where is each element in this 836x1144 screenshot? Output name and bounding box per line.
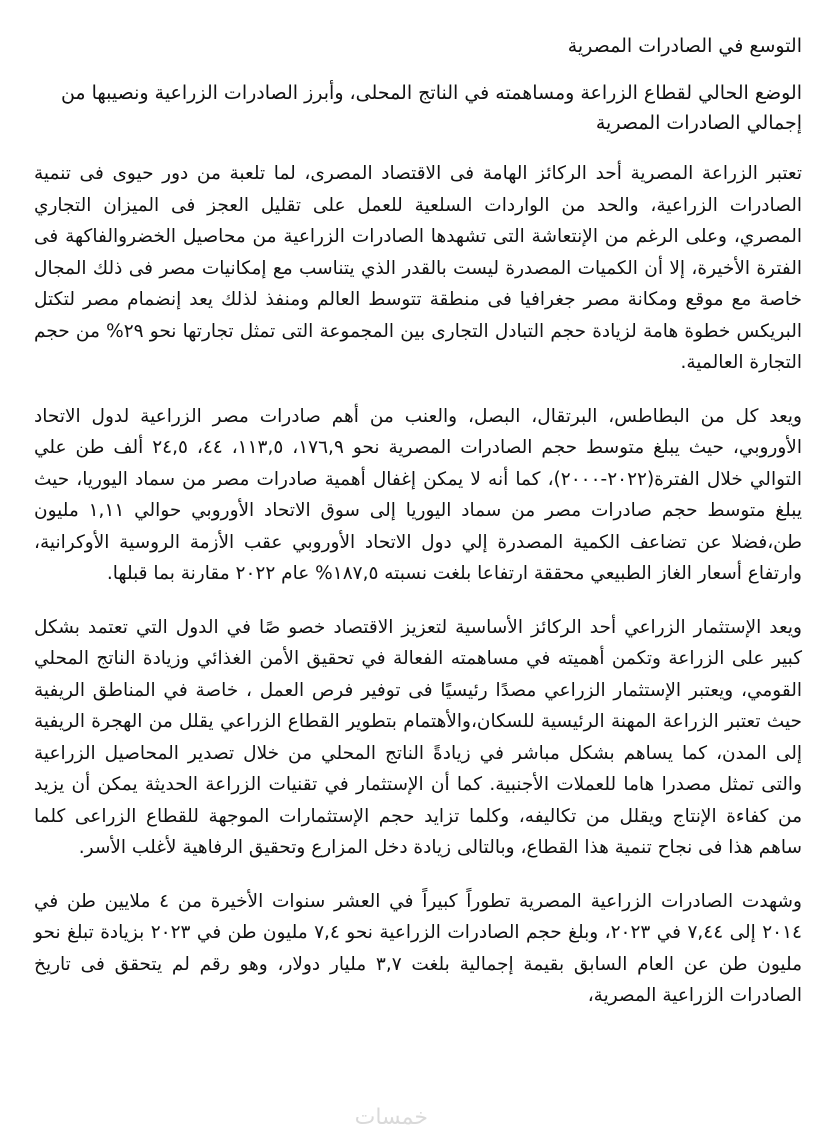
document-subtitle: الوضع الحالي لقطاع الزراعة ومساهمته في الناتج المحلى، وأبرز الصادرات الزراعية ونصيبها من إجمالي الصادرات المصرية (60, 82, 802, 134)
document-page (34, 30, 802, 1034)
paragraph-eu-exports: ويعد كل من البطاطس، البرتقال، البصل، والعنب من أهم صادرات مصر الزراعية لدول الاتحاد الأوروبي، حيث يبلغ متوسط حجم الصادرات المصرية نحو ١٧٦,٩، ١١٣,٥، ٤٤، ٢٤,٥ ألف طن علي التوالي خلال الفترة(٢٠٢٢-٢٠٠٠)، كما أنه لا يمكن إغفال أهمية صادرات مصر من سماد اليوريا، حيث يبلغ متوسط حجم صادرات مصر من سماد اليوريا إلى سوق الاتحاد الأوروبي حوالي ١,١١ مليون طن،فضلا عن تضاعف الكمية المصدرة إلي دول الاتحاد الأوروبي عقب الأزمة الروسية الأوكرانية، وارتفاع أسعار الغاز الطبيعي محققة ارتفاعا بلغت نسبته ١٨٧,٥% عام ٢٠٢٢ مقارنة بما قبلها. (34, 405, 802, 584)
document-title: التوسع في الصادرات المصرية (567, 35, 802, 57)
paragraph-agri-investment: ويعد الإستثمار الزراعي أحد الركائز الأساسية لتعزيز الاقتصاد خصو صًا في الدول التي تعتمد بشكل كبير على الزراعة وتكمن أهميته في مساهمته الفعالة في تحقيق الأمن الغذائي وزيادة الناتج المحلي القومي، ويعتبر الإستثمار الزراعي مصدًا رئيسيًا فى توفير فرص العمل ، خاصة في المناطق الريفية حيث تعتبر الزراعة المهنة الرئيسية للسكان،والأهتمام بتطوير القطاع الزراعي يقلل من الهجرة الريفية إلى المدن، كما يساهم بشكل مباشر في زيادةً الناتج المحلي من خلال تصدير المحاصيل الزراعية والتى تمثل مصدرا هاما للعملات الأجنبية. كما أن الإستثمار في تقنيات الزراعة الحديثة يمكن أن يزيد من كفاءة الإنتاج ويقلل من تكاليفه، وكلما تزايد حجم الإستثمارات الموجهة للقطاع الزراعى كلما ساهم هذا فى نجاح تنمية هذا القطاع، وبالتالى زيادة دخل المزارع وتحقيق الرفاهية لأغلب الأسر. (34, 616, 802, 858)
watermark-logo: خمسات (354, 1105, 428, 1130)
paragraph-export-growth: وشهدت الصادرات الزراعية المصرية تطوراً كبيراً في العشر سنوات الأخيرة من ٤ ملايين طن في ٢٠١٤ إلى ٧,٤٤ في ٢٠٢٣، وبلغ حجم الصادرات الزراعية نحو ٧,٤ مليون طن في ٢٠٢٣ بزيادة تبلغ نحو مليون طن عن العام السابق بقيمة إجمالية بلغت ٣,٧ مليار دولار، وهو رقم لم يتحقق فى تاريخ الصادرات الزراعية المصرية، (34, 890, 802, 1006)
paragraph-agriculture-importance: تعتبر الزراعة المصرية أحد الركائز الهامة فى الاقتصاد المصرى، لما تلعبة من دور حيوى فى تنمية الصادرات الزراعية، والحد من الواردات السلعية للعمل على تقليل العجز فى الميزان التجاري المصري، وعلى الرغم من الإنتعاشة التى تشهدها الصادرات الزراعية من محاصيل الخضروالفاكهة فى الفترة الأخيرة، إلا أن الكميات المصدرة ليست بالقدر الذي يتناسب مع إمكانيات مصر فى ذلك المجال خاصة مع موقع ومكانة مصر جغرافيا فى منطقة تتوسط العالم ومنفذ لذلك يعد إنضمام مصر لتكتل البريكس خطوة هامة لزيادة حجم التبادل التجارى بين المجموعة التى تمثل تجارتها نحو ٢٩% من حجم التجارة العالمية. (34, 163, 802, 373)
